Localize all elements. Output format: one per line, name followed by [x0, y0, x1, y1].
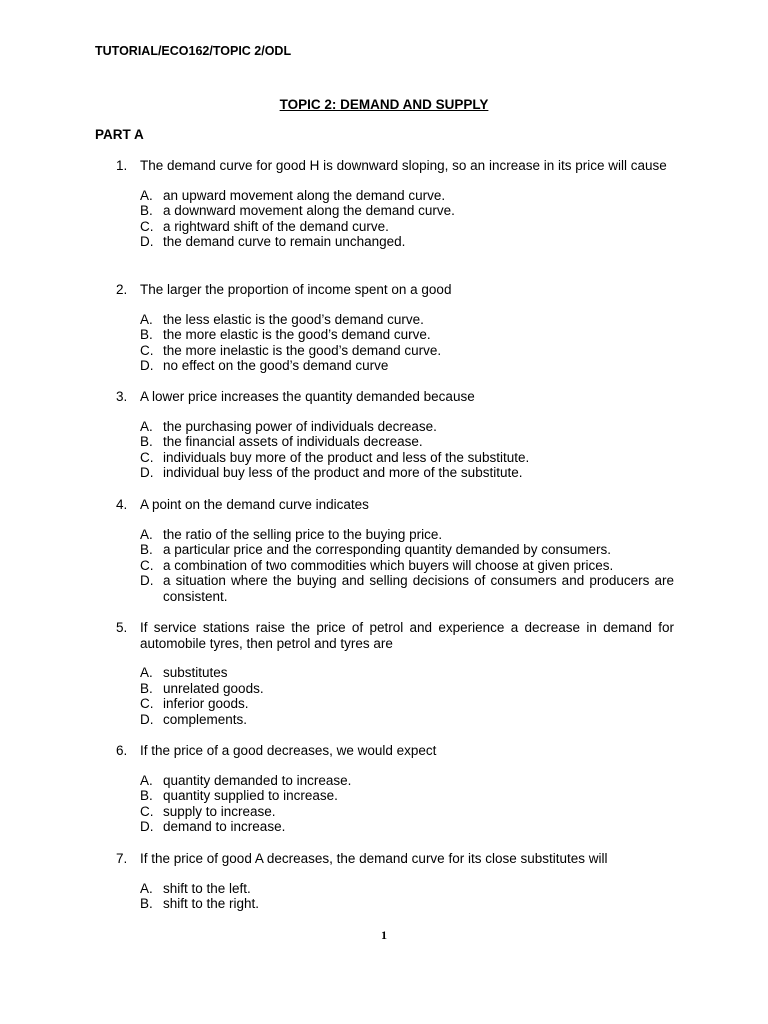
option-text: no effect on the good’s demand curve — [163, 358, 389, 373]
option-letter: C. — [140, 696, 154, 711]
option-letter: A. — [140, 187, 153, 203]
question-text: The demand curve for good H is downward sloping, so an increase in its price will cause — [140, 158, 667, 173]
question-number: 3. — [116, 389, 128, 404]
option-letter: D. — [140, 711, 154, 727]
answer-options — [116, 881, 674, 912]
option-letter: C. — [140, 557, 154, 573]
question-number: 6. — [116, 743, 128, 758]
question-3 — [116, 389, 674, 481]
option-text: a situation where the buying and selling decisions of consumers and producers are consistent. — [163, 573, 674, 604]
answer-option — [140, 712, 674, 728]
question-stem — [116, 282, 674, 298]
question-text: The larger the proportion of income spent on a good — [140, 282, 452, 297]
option-text: individual buy less of the product and more of the substitute. — [163, 465, 523, 480]
option-text: unrelated goods. — [163, 680, 264, 696]
answer-option — [140, 188, 674, 204]
answer-options — [116, 773, 674, 835]
option-text: the demand curve to remain unchanged. — [163, 234, 406, 249]
answer-option — [140, 358, 674, 374]
answer-option — [140, 881, 674, 897]
option-letter: A. — [140, 665, 153, 680]
question-stem — [116, 851, 674, 867]
option-text: substitutes — [163, 665, 228, 680]
option-letter: D. — [140, 465, 154, 480]
option-letter: A. — [140, 418, 153, 434]
option-letter: A. — [140, 880, 153, 896]
answer-option — [140, 234, 674, 250]
option-text: the less elastic is the good’s demand curve. — [163, 311, 424, 327]
answer-option — [140, 312, 674, 328]
option-text: complements. — [163, 711, 248, 727]
question-number: 2. — [116, 282, 128, 297]
answer-option — [140, 558, 674, 574]
option-text: a combination of two commodities which buyers will choose at given prices. — [163, 557, 614, 573]
option-letter: B. — [140, 327, 153, 342]
option-text: the more inelastic is the good’s demand curve. — [163, 342, 442, 358]
answer-option — [140, 804, 674, 820]
answer-option — [140, 465, 674, 481]
question-text: If the price of good A decreases, the demand curve for its close substitutes will — [140, 851, 608, 866]
option-text: a rightward shift of the demand curve. — [163, 218, 389, 234]
answer-option — [140, 773, 674, 789]
question-1 — [116, 158, 674, 250]
option-letter: C. — [140, 449, 154, 465]
answer-option — [140, 665, 674, 681]
question-text: If the price of a good decreases, we would expect — [140, 743, 437, 758]
option-letter: B. — [140, 896, 153, 911]
answer-option — [140, 434, 674, 450]
option-letter: A. — [140, 772, 153, 788]
answer-options — [116, 527, 674, 605]
option-text: a downward movement along the demand curve. — [163, 203, 455, 218]
option-text: quantity supplied to increase. — [163, 788, 338, 803]
question-number: 7. — [116, 851, 128, 866]
option-letter: B. — [140, 680, 153, 696]
answer-option — [140, 343, 674, 359]
option-text: individuals buy more of the product and less of the substitute. — [163, 449, 530, 465]
question-text: A lower price increases the quantity demanded because — [140, 389, 475, 404]
page-title: TOPIC 2: DEMAND AND SUPPLY — [279, 97, 489, 112]
option-letter: B. — [140, 788, 153, 803]
answer-option — [140, 788, 674, 804]
option-letter: A. — [140, 526, 153, 542]
answer-option — [140, 450, 674, 466]
document-header: TUTORIAL/ECO162/TOPIC 2/ODL — [95, 44, 292, 58]
option-letter: B. — [140, 542, 153, 557]
answer-option — [140, 573, 674, 604]
question-4 — [116, 497, 674, 604]
question-6 — [116, 743, 674, 835]
answer-options — [116, 188, 674, 250]
answer-option — [140, 696, 674, 712]
question-7 — [116, 851, 674, 912]
part-heading: PART A — [95, 127, 144, 142]
option-letter: D. — [140, 358, 154, 373]
option-text: a particular price and the corresponding quantity demanded by consumers. — [163, 542, 612, 557]
page-number: 1 — [381, 928, 387, 942]
option-letter: D. — [140, 819, 154, 834]
question-2 — [116, 282, 674, 374]
answer-options — [116, 419, 674, 481]
answer-option — [140, 896, 674, 912]
question-stem — [116, 389, 674, 405]
answer-option — [140, 527, 674, 543]
option-letter: B. — [140, 434, 153, 449]
option-letter: D. — [140, 234, 154, 249]
option-letter: C. — [140, 218, 154, 234]
answer-option — [140, 327, 674, 343]
answer-option — [140, 681, 674, 697]
answer-option — [140, 203, 674, 219]
answer-options — [116, 665, 674, 727]
option-text: the more elastic is the good’s demand curve. — [163, 327, 431, 342]
option-text: quantity demanded to increase. — [163, 772, 352, 788]
option-text: shift to the right. — [163, 896, 260, 911]
option-text: the financial assets of individuals decrease. — [163, 434, 423, 449]
question-number: 4. — [116, 497, 128, 512]
answer-option — [140, 419, 674, 435]
question-text: If service stations raise the price of petrol and experience a decrease in demand for automobile tyres, then petrol and tyres are — [140, 620, 674, 651]
question-number: 5. — [116, 620, 128, 635]
answer-option — [140, 219, 674, 235]
option-text: the purchasing power of individuals decrease. — [163, 418, 437, 434]
question-text: A point on the demand curve indicates — [140, 497, 369, 512]
option-text: inferior goods. — [163, 696, 249, 711]
question-stem — [116, 158, 674, 174]
question-number: 1. — [116, 158, 128, 173]
option-text: supply to increase. — [163, 803, 276, 819]
answer-option — [140, 542, 674, 558]
option-letter: D. — [140, 573, 154, 588]
question-stem — [116, 497, 674, 513]
answer-option — [140, 819, 674, 835]
option-letter: C. — [140, 803, 154, 819]
question-5 — [116, 620, 674, 727]
option-text: shift to the left. — [163, 880, 251, 896]
option-text: an upward movement along the demand curve. — [163, 187, 446, 203]
option-letter: C. — [140, 342, 154, 358]
option-letter: B. — [140, 203, 153, 218]
answer-options — [116, 312, 674, 374]
question-stem — [116, 620, 674, 651]
option-text: demand to increase. — [163, 819, 286, 834]
question-stem — [116, 743, 674, 759]
option-text: the ratio of the selling price to the buying price. — [163, 526, 443, 542]
option-letter: A. — [140, 311, 153, 327]
